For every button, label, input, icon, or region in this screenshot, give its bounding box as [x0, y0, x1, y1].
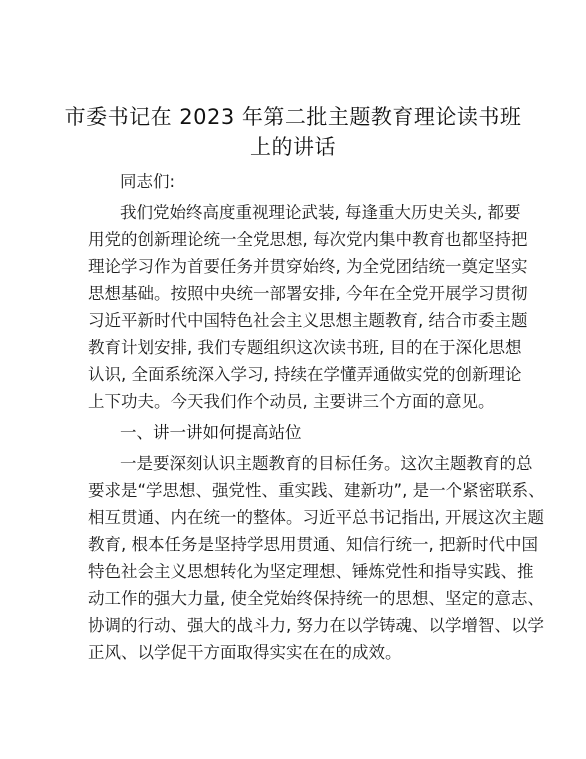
paragraph-2-line: 教育, 根本任务是坚持学思用贯通、知信行统一, 把新时代中国	[88, 535, 538, 554]
paragraph-2-line: 正风、以学促干方面取得实实在在的成效。	[88, 643, 402, 662]
paragraph-2-line: 相互贯通、内在统一的整体。习近平总书记指出, 开展这次主题	[88, 508, 544, 527]
paragraph-2-line: 要求是“学思想、强党性、重实践、建新功”, 是一个紧密联系、	[88, 481, 545, 500]
paragraph-1-line: 用党的创新理论统一全党思想, 每次党内集中教育也都坚持把	[88, 230, 528, 249]
paragraph-2-line: 一是要深刻认识主题教育的目标任务。这次主题教育的总	[120, 454, 533, 473]
paragraph-1-line: 认识, 全面系统深入学习, 持续在学懂弄通做实党的创新理论	[88, 365, 522, 384]
paragraph-2-line: 动工作的强大力量, 使全党始终保持统一的思想、坚定的意志、	[88, 589, 544, 608]
paragraph-1-line: 上下功夫。今天我们作个动员, 主要讲三个方面的意见。	[88, 392, 495, 411]
paragraph-2-line: 协调的行动、强大的战斗力, 努力在以学铸魂、以学增智、以学	[88, 616, 544, 635]
document-title-line-1: 市委书记在 2023 年第二批主题教育理论读书班	[64, 105, 522, 129]
paragraph-1-line: 教育计划安排, 我们专题组织这次读书班, 目的在于深化思想	[88, 338, 522, 357]
paragraph-1-line: 习近平新时代中国特色社会主义思想主题教育, 结合市委主题	[88, 311, 528, 330]
paragraph-1-line: 思想基础。按照中央统一部署安排, 今年在全党开展学习贯彻	[88, 284, 528, 303]
section-heading: 一、讲一讲如何提高站位	[120, 423, 302, 442]
paragraph-1-line: 理论学习作为首要任务并贯穿始终, 为全党团结统一奠定坚实	[88, 257, 528, 276]
paragraph-2-line: 特色社会主义思想转化为坚定理想、锤炼党性和指导实践、推	[88, 562, 534, 581]
paragraph-1-line: 我们党始终高度重视理论武装, 每逢重大历史关头, 都要	[120, 203, 521, 222]
greeting: 同志们:	[120, 172, 176, 191]
document-title-line-2: 上的讲话	[250, 135, 336, 159]
